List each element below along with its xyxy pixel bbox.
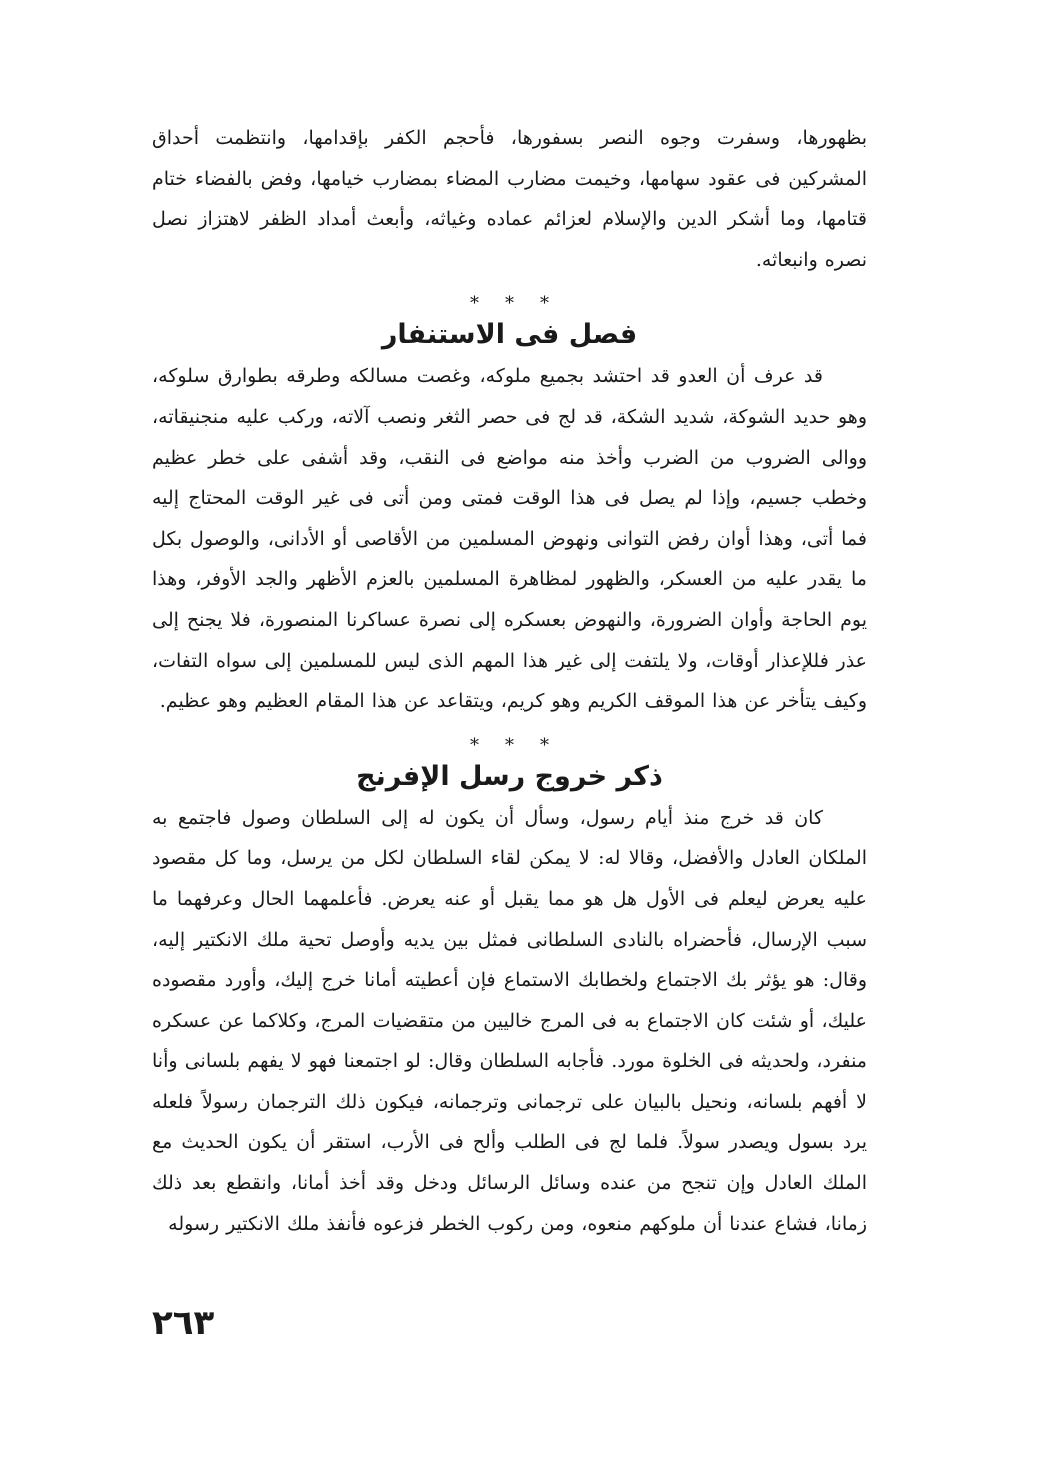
page-number: ٢٦٣	[152, 1303, 215, 1343]
divider-star: *	[505, 293, 514, 315]
divider-star: *	[470, 293, 479, 315]
intro-paragraph: بظهورها، وسفرت وجوه النصر بسفورها، فأحجم الكفر بإقدامها، وانتظمت أحداق المشركين فى عقود سهامها، وخيمت مضارب المضاء بمضارب خيامها، وفض بالفضاء ختام قتامها، وما أشكر الدين والإسلام لعزائم عماده وغياثه، وأبعث أمداد الظفر لاهتزاز نصل نصره وانبعاثه.	[152, 127, 867, 271]
section-heading-istinfar: فصل فى الاستنفار	[381, 319, 638, 351]
section-divider-1	[152, 294, 867, 314]
page-content	[152, 118, 867, 1244]
section-divider-2	[152, 736, 867, 756]
section-rusul-paragraph: كان قد خرج منذ أيام رسول، وسأل أن يكون له إلى السلطان وصول فاجتمع به الملكان العادل والأفضل، وقالا له: لا يمكن لقاء السلطان لكل من يرسل، وما كل مقصود عليه يعرض ليعلم فى الأول هل هو مما يقبل أو عنه يعرض. فأعلمهما الحال وعرفهما ما سبب الإرسال، فأحضراه بالنادى السلطانى فمثل بين يديه وأوصل تحية ملك الانكتير إليه، وقال: هو يؤثر بك الاجتماع ولخطابك الاستماع فإن أعطيته أمانا خرج إليك، وأورد مقصوده عليك، أو شئت كان الاجتماع به فى المرج خاليين من متقضيات المرج، وكلاكما عن عسكره منفرد، ولحديثه فى الخلوة مورد. فأجابه السلطان وقال: لو اجتمعنا فهو لا يفهم بلسانى وأنا لا أفهم بلسانه، ونحيل بالبيان على ترجمانى وترجمانه، فيكون ذلك الترجمان رسولاً فلعله يرد بسول ويصدر سولاً. فلما لج فى الطلب وألح فى الأرب، استقر أن يكون الحديث مع الملك العادل وإن تنجح من عنده وسائل الرسائل ودخل وقد أخذ أمانا، وانقطع بعد ذلك زمانا، فشاع عندنا أن ملوكهم منعوه، ومن ركوب الخطر فزعوه فأنفذ ملك الانكتير رسوله	[152, 806, 867, 1235]
divider-star: *	[470, 734, 479, 756]
divider-star: *	[505, 734, 514, 756]
divider-star: *	[540, 293, 549, 315]
section-istinfar-paragraph: قد عرف أن العدو قد احتشد بجميع ملوكه، وغصت مسالكه وطرقه بطوارق سلوكه، وهو حديد الشوكة، شديد الشكة، قد لج فى حصر الثغر ونصب آلاته، وركب عليه منجنيقاته، ووالى الضروب من الضرب وأخذ منه مواضع فى النقب، وقد أشفى على خطر عظيم وخطب جسيم، وإذا لم يصل فى هذا الوقت فمتى ومن أتى فى غير الوقت المحتاج إليه فما أتى، وهذا أوان رفض التوانى ونهوض المسلمين من الأقاصى أو الأدانى، والوصول بكل ما يقدر عليه من العسكر، والظهور لمظاهرة المسلمين بالعزم الأظهر والجد الأوفر، وهذا يوم الحاجة وأوان الضرورة، والنهوض بعسكره إلى نصرة عساكرنا المنصورة، فلا يجنح إلى عذر فللإعذار أوقات، ولا يلتفت إلى غير هذا المهم الذى ليس للمسلمين إلى سواه التفات، وكيف يتأخر عن هذا الموقف الكريم وهو كريم، ويتقاعد عن هذا المقام العظيم وهو عظيم.	[152, 365, 867, 713]
section-heading-rusul: ذكر خروج رسل الإفرنج	[356, 760, 663, 792]
divider-star: *	[540, 734, 549, 756]
